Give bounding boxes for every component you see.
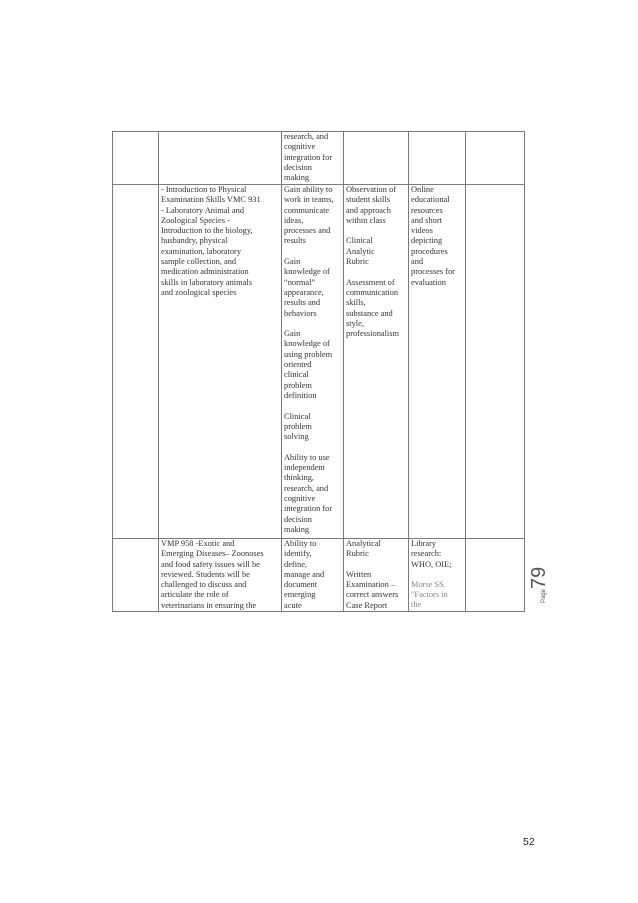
table-cell: research, and cognitive integration for decision making [282,132,344,185]
table-cell [113,185,159,539]
table-cell [466,132,525,185]
table-row [113,185,525,539]
resources-text-faded: Morse SS. "Factors in the [411,579,448,610]
resources-text: Library research: WHO, OIE; [411,539,452,569]
table-cell [113,132,159,185]
course-description-cell: VMP 958 -Exotic and Emerging Diseases– Zoonoses and food safety issues will be reviewed. Students will be challenged to discuss and articulate the role of veterinarians in ensuring the [159,539,282,612]
assessment-cell: Analytical Rubric Written Examination – correct answers Case Report [344,539,409,612]
table-cell [409,132,466,185]
learning-outcomes-cell: Gain ability to work in teams, communicate ideas, processes and results Gain knowledge of “normal” appearance, results and behaviors Gain knowledge of using problem oriented clinical problem definition Clinical problem solving Ability to use independent thinking, research, and cognitive integration for decision making [282,185,344,539]
table-cell [466,185,525,539]
resources-cell [409,539,466,612]
table-cell [159,132,282,185]
table-row [113,132,525,185]
footer-page-number: 52 [523,836,535,848]
resources-cell: Online educational resources and short videos depicting procedures and processes for evaluation [409,185,466,539]
learning-outcomes-cell: Ability to identify, define, manage and document emerging acute [282,539,344,612]
curriculum-table [112,131,525,612]
course-description-cell: - Introduction to Physical Examination Skills VMC 931 - Laboratory Animal and Zoological Species - Introduction to the biology, husbandry, physical examination, laboratory sample collection, and medication administration skills in laboratory animals and zoological species [159,185,282,539]
assessment-cell: Observation of student skills and approach within class Clinical Analytic Rubric Assessment of communication skills, substance and style, professionalism [344,185,409,539]
table-cell [344,132,409,185]
page-stamp [528,567,551,603]
table-row [113,539,525,612]
table-cell [113,539,159,612]
page-stamp-label: Page [541,588,547,603]
page-stamp-number: 79 [528,566,550,589]
table-cell [466,539,525,612]
